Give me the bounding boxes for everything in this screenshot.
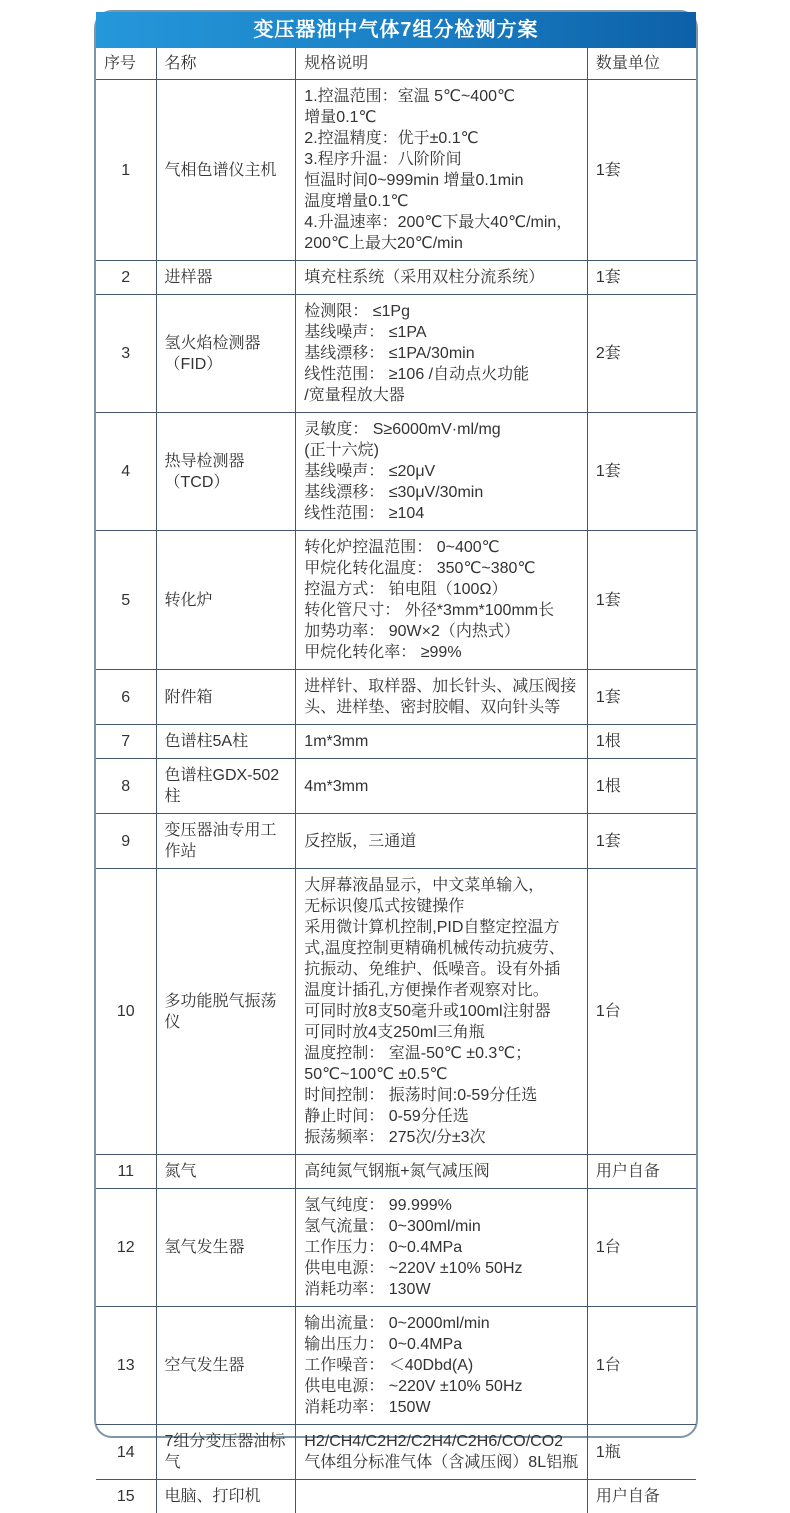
item-qty-cell: 1套	[587, 531, 696, 670]
header-cell-spec: 规格说明	[296, 48, 588, 80]
item-spec-cell	[296, 670, 588, 725]
spec-line: /宽量程放大器	[304, 385, 579, 406]
table-row	[96, 261, 696, 295]
table-row	[96, 413, 696, 531]
spec-line: 反控版，三通道	[304, 831, 579, 852]
spec-line: 4m*3mm	[304, 776, 579, 797]
item-spec-cell	[296, 869, 588, 1155]
item-qty-cell: 1套	[587, 80, 696, 261]
item-name-cell: 变压器油专用工作站	[156, 814, 296, 869]
table-row	[96, 1155, 696, 1189]
item-spec-cell	[296, 759, 588, 814]
spec-line: 3.程序升温：八阶阶间	[304, 149, 579, 170]
item-spec-cell	[296, 295, 588, 413]
item-name-cell: 热导检测器（TCD）	[156, 413, 296, 531]
item-qty-cell: 用户自备	[587, 1155, 696, 1189]
item-name-cell: 空气发生器	[156, 1307, 296, 1425]
item-qty-cell: 1套	[587, 814, 696, 869]
table-row	[96, 295, 696, 413]
spec-line: (正十六烷)	[304, 440, 579, 461]
item-qty-cell: 用户自备	[587, 1480, 696, 1513]
item-name-cell: 进样器	[156, 261, 296, 295]
row-number-cell: 13	[96, 1307, 156, 1425]
row-number-cell: 14	[96, 1425, 156, 1480]
row-number-cell: 6	[96, 670, 156, 725]
spec-line: 供电电源： ~220V ±10% 50Hz	[304, 1376, 579, 1397]
spec-line: 消耗功率： 150W	[304, 1397, 579, 1418]
spec-line: 消耗功率： 130W	[304, 1279, 579, 1300]
item-spec-cell	[296, 814, 588, 869]
spec-line: 式,温度控制更精确机械传动抗疲劳、	[304, 938, 579, 959]
item-spec-cell	[296, 261, 588, 295]
item-spec-cell	[296, 1425, 588, 1480]
row-number-cell: 10	[96, 869, 156, 1155]
table-title: 变压器油中气体7组分检测方案	[253, 19, 538, 41]
spec-line: 气体组分标准气体（含减压阀）8L铝瓶	[304, 1452, 579, 1473]
spec-line: 氢气流量： 0~300ml/min	[304, 1216, 579, 1237]
item-qty-cell: 1台	[587, 1189, 696, 1307]
row-number-cell: 2	[96, 261, 156, 295]
row-number-cell: 8	[96, 759, 156, 814]
spec-line: 200℃上最大20℃/min	[304, 233, 579, 254]
table-row	[96, 869, 696, 1155]
row-number-cell: 12	[96, 1189, 156, 1307]
spec-line: 输出流量： 0~2000ml/min	[304, 1313, 579, 1334]
table-row	[96, 1307, 696, 1425]
table-row	[96, 1189, 696, 1307]
item-name-cell: 氢气发生器	[156, 1189, 296, 1307]
item-spec-cell	[296, 531, 588, 670]
table-row	[96, 1425, 696, 1480]
header-cell-qty: 数量单位	[587, 48, 696, 80]
item-qty-cell: 1根	[587, 725, 696, 759]
item-spec-cell	[296, 1189, 588, 1307]
spec-line: 50℃~100℃ ±0.5℃	[304, 1064, 579, 1085]
spec-line: 高纯氮气钢瓶+氮气减压阀	[304, 1161, 579, 1182]
item-spec-cell	[296, 80, 588, 261]
item-qty-cell: 1台	[587, 1307, 696, 1425]
row-number-cell: 15	[96, 1480, 156, 1513]
row-number-cell: 1	[96, 80, 156, 261]
row-number-cell: 5	[96, 531, 156, 670]
spec-table	[96, 48, 696, 1513]
spec-line: 进样针、取样器、加长针头、减压阀接头、进样垫、密封胶帽、双向针头等	[304, 676, 579, 718]
spec-line: 转化炉控温范围： 0~400℃	[304, 537, 579, 558]
spec-line: 输出压力： 0~0.4MPa	[304, 1334, 579, 1355]
table-row	[96, 759, 696, 814]
spec-line: 大屏幕液晶显示，中文菜单输入，	[304, 875, 579, 896]
spec-line: 甲烷化转化温度： 350℃~380℃	[304, 558, 579, 579]
spec-line: 无标识傻瓜式按键操作	[304, 896, 579, 917]
header-row	[96, 48, 696, 80]
spec-line: 抗振动、免维护、低噪音。设有外插	[304, 959, 579, 980]
item-spec-cell	[296, 725, 588, 759]
spec-line: 灵敏度： S≥6000mV·ml/mg	[304, 419, 579, 440]
spec-line: 基线漂移： ≤30μV/30min	[304, 482, 579, 503]
item-qty-cell: 1套	[587, 670, 696, 725]
item-name-cell: 7组分变压器油标气	[156, 1425, 296, 1480]
item-spec-cell	[296, 413, 588, 531]
item-name-cell: 氢火焰检测器（FID）	[156, 295, 296, 413]
header-cell-no: 序号	[96, 48, 156, 80]
table-row	[96, 1480, 696, 1513]
spec-line: 1m*3mm	[304, 731, 579, 752]
spec-line: 检测限： ≤1Pg	[304, 301, 579, 322]
spec-line: 供电电源： ~220V ±10% 50Hz	[304, 1258, 579, 1279]
item-spec-cell	[296, 1480, 588, 1513]
table-row	[96, 80, 696, 261]
spec-line: 恒温时间0~999min 增量0.1min	[304, 170, 579, 191]
spec-line: H2/CH4/C2H2/C2H4/C2H6/CO/CO2	[304, 1431, 579, 1452]
spec-line: 温度计插孔,方便操作者观察对比。	[304, 980, 579, 1001]
table-header	[96, 48, 696, 80]
row-number-cell: 3	[96, 295, 156, 413]
spec-line: 可同时放4支250ml三角瓶	[304, 1022, 579, 1043]
spec-line: 工作噪音： ＜40Dbd(A)	[304, 1355, 579, 1376]
row-number-cell: 9	[96, 814, 156, 869]
item-qty-cell: 2套	[587, 295, 696, 413]
spec-line: 2.控温精度：优于±0.1℃	[304, 128, 579, 149]
item-name-cell: 附件箱	[156, 670, 296, 725]
item-qty-cell: 1台	[587, 869, 696, 1155]
item-spec-cell	[296, 1307, 588, 1425]
spec-line: 振荡频率： 275次/分±3次	[304, 1127, 579, 1148]
table-row	[96, 531, 696, 670]
item-qty-cell: 1套	[587, 413, 696, 531]
spec-line: 转化管尺寸： 外径*3mm*100mm长	[304, 600, 579, 621]
spec-line: 基线漂移： ≤1PA/30min	[304, 343, 579, 364]
spec-line: 温度增量0.1℃	[304, 191, 579, 212]
table-row	[96, 814, 696, 869]
spec-line: 工作压力： 0~0.4MPa	[304, 1237, 579, 1258]
item-qty-cell: 1根	[587, 759, 696, 814]
item-name-cell: 电脑、打印机	[156, 1480, 296, 1513]
row-number-cell: 4	[96, 413, 156, 531]
item-name-cell: 转化炉	[156, 531, 296, 670]
item-name-cell: 多功能脱气振荡仪	[156, 869, 296, 1155]
header-cell-name: 名称	[156, 48, 296, 80]
spec-table-card	[94, 10, 698, 1438]
table-title-bar	[96, 12, 696, 48]
spec-line: 填充柱系统（采用双柱分流系统）	[304, 267, 579, 288]
spec-line: 采用微计算机控制,PID自整定控温方	[304, 917, 579, 938]
table-row	[96, 725, 696, 759]
row-number-cell: 11	[96, 1155, 156, 1189]
spec-line: 线性范围： ≥104	[304, 503, 579, 524]
item-name-cell: 色谱柱5A柱	[156, 725, 296, 759]
spec-line: 可同时放8支50毫升或100ml注射器	[304, 1001, 579, 1022]
spec-line: 时间控制： 振荡时间:0-59分任选	[304, 1085, 579, 1106]
item-name-cell: 氮气	[156, 1155, 296, 1189]
spec-line: 甲烷化转化率： ≥99%	[304, 642, 579, 663]
spec-line: 控温方式： 铂电阻（100Ω）	[304, 579, 579, 600]
spec-line: 氢气纯度： 99.999%	[304, 1195, 579, 1216]
item-spec-cell	[296, 1155, 588, 1189]
spec-line: 4.升温速率：200℃下最大40℃/min，	[304, 212, 579, 233]
spec-line: 增量0.1℃	[304, 107, 579, 128]
table-row	[96, 670, 696, 725]
item-name-cell: 气相色谱仪主机	[156, 80, 296, 261]
spec-line: 线性范围： ≥106 /自动点火功能	[304, 364, 579, 385]
spec-line: 温度控制： 室温-50℃ ±0.3℃；	[304, 1043, 579, 1064]
spec-line: 静止时间： 0-59分任选	[304, 1106, 579, 1127]
spec-line: 基线噪声： ≤1PA	[304, 322, 579, 343]
spec-line: 基线噪声： ≤20μV	[304, 461, 579, 482]
item-qty-cell: 1套	[587, 261, 696, 295]
item-name-cell: 色谱柱GDX-502柱	[156, 759, 296, 814]
spec-line: 加势功率： 90W×2（内热式）	[304, 621, 579, 642]
spec-table-body	[96, 80, 696, 1513]
item-qty-cell: 1瓶	[587, 1425, 696, 1480]
row-number-cell: 7	[96, 725, 156, 759]
spec-line: 1.控温范围：室温 5℃~400℃	[304, 86, 579, 107]
